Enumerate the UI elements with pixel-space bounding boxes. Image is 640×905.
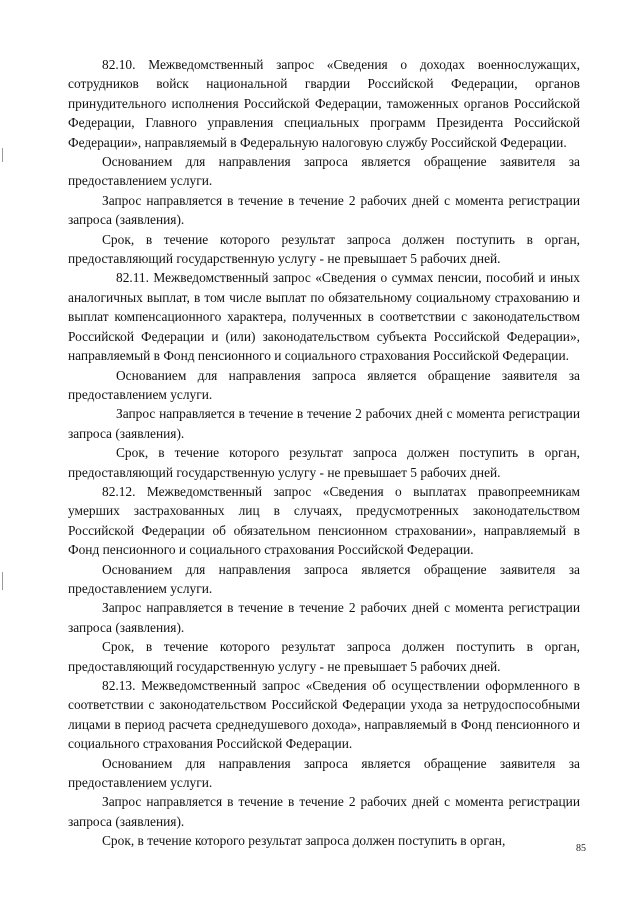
paragraph-result-deadline: Срок, в течение которого результат запроса должен поступить в орган, предоставляющий государственную услугу - не превышает 5 рабочих дней. bbox=[68, 231, 580, 267]
paragraph-request-timing: Запрос направляется в течение в течение 2 рабочих дней с момента регистрации запроса (заявления). bbox=[68, 406, 580, 441]
paragraph-result-deadline: Срок, в течение которого результат запроса должен поступить в орган, предоставляющий государственную услугу - не превышает 5 рабочих дней. bbox=[68, 445, 580, 480]
paragraph-basis: Основанием для направления запроса является обращение заявителя за предоставлением услуги. bbox=[68, 367, 580, 402]
paragraph-82-13: 82.13. Межведомственный запрос «Сведения об осуществлении оформленного в соответствии с законодательством Российской Федерации ухода за нетрудоспособными лицами в период расчета среднедушевого дохода», направляемый в Фонд пенсионного и социального страхования Российской Федерации. bbox=[68, 678, 580, 752]
paragraph-request-timing: Запрос направляется в течение в течение 2 рабочих дней с момента регистрации запроса (заявления). bbox=[68, 794, 580, 829]
paragraph-request-timing: Запрос направляется в течение в течение 2 рабочих дней с момента регистрации запроса (заявления). bbox=[68, 600, 580, 635]
paragraph-request-timing: Запрос направляется в течение в течение 2 рабочих дней с момента регистрации запроса (заявления). bbox=[68, 192, 580, 228]
page-number: 85 bbox=[576, 843, 586, 854]
paragraph-result-deadline: Срок, в течение которого результат запроса должен поступить в орган, bbox=[102, 833, 506, 849]
document-body bbox=[68, 55, 580, 851]
paragraph-82-10: 82.10. Межведомственный запрос «Сведения о доходах военнослужащих, сотрудников войск национальной гвардии Российской Федерации, органов принудительного исполнения Российской Федерации, таможенных органов Российской Федерации, Главного управления специальных программ Президента Российской Федерации», направляемый в Федеральную налоговую службу Российской Федерации. bbox=[68, 57, 580, 150]
paragraph-basis: Основанием для направления запроса является обращение заявителя за предоставлением услуги. bbox=[68, 561, 580, 596]
paragraph-82-12: 82.12. Межведомственный запрос «Сведения о выплатах правопреемникам умерших застрахованных лиц в случаях, предусмотренных законодательством Российской Федерации об обязательном пенсионном страховании», направляемый в Фонд пенсионного и социального страхования Российской Федерации. bbox=[68, 483, 580, 558]
paragraph-result-deadline: Срок, в течение которого результат запроса должен поступить в орган, предоставляющий государственную услугу - не превышает 5 рабочих дней. bbox=[68, 639, 580, 674]
paragraph-82-11: 82.11. Межведомственный запрос «Сведения о суммах пенсии, пособий и иных аналогичных выплат, в том числе выплат по обязательному социальному страхованию и выплат компенсационного характера, полученных в соответствии с законодательством Российской Федерации и (или) законодательством субъекта Российской Федерации», направляемый в Фонд пенсионного и социального страхования Российской Федерации. bbox=[68, 270, 580, 364]
scan-edge-mark bbox=[2, 572, 3, 590]
paragraph-basis: Основанием для направления запроса является обращение заявителя за предоставлением услуги. bbox=[68, 154, 580, 189]
paragraph-basis: Основанием для направления запроса является обращение заявителя за предоставлением услуги. bbox=[68, 755, 580, 791]
scan-edge-mark bbox=[2, 148, 3, 162]
